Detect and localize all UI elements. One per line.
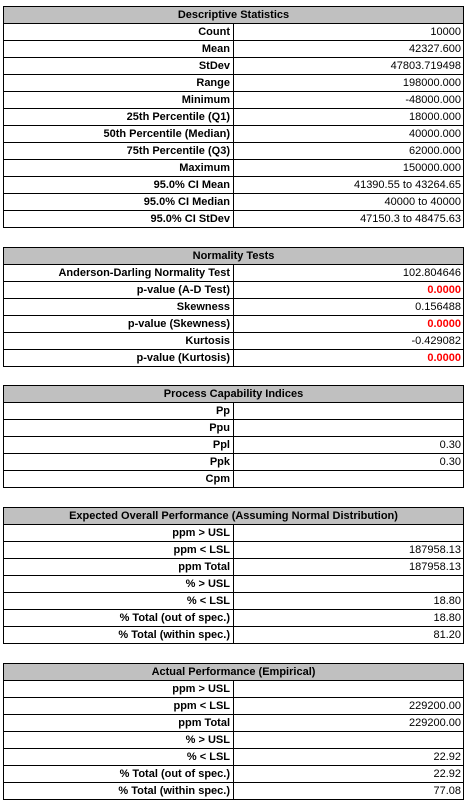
p-value[interactable]: 0.0000: [234, 282, 464, 299]
row-label: Mean: [4, 41, 234, 58]
row-value[interactable]: 10000: [234, 24, 464, 41]
row-label: 95.0% CI Mean: [4, 177, 234, 194]
row-value[interactable]: [234, 420, 464, 437]
table-row: [4, 24, 464, 41]
row-label: ppm < LSL: [4, 542, 234, 559]
table-row: [4, 403, 464, 420]
table-row: [4, 471, 464, 488]
row-label: ppm > USL: [4, 525, 234, 542]
table-row: [4, 732, 464, 749]
row-value[interactable]: 47150.3 to 48475.63: [234, 211, 464, 228]
table-row: [4, 177, 464, 194]
table-row: [4, 316, 464, 333]
row-label: Kurtosis: [4, 333, 234, 350]
table-row: [4, 211, 464, 228]
row-label: % > USL: [4, 732, 234, 749]
row-value[interactable]: 81.20: [234, 627, 464, 644]
table-row: [4, 92, 464, 109]
row-label: Skewness: [4, 299, 234, 316]
row-value[interactable]: 47803.719498: [234, 58, 464, 75]
row-value[interactable]: 42327.600: [234, 41, 464, 58]
row-label: StDev: [4, 58, 234, 75]
row-label: Anderson-Darling Normality Test: [4, 265, 234, 282]
row-value[interactable]: 187958.13: [234, 559, 464, 576]
table-row: [4, 265, 464, 282]
row-value[interactable]: 18.80: [234, 610, 464, 627]
row-label: Ppu: [4, 420, 234, 437]
row-label: ppm > USL: [4, 681, 234, 698]
row-label: % < LSL: [4, 749, 234, 766]
p-value[interactable]: 0.0000: [234, 350, 464, 367]
row-label: % Total (out of spec.): [4, 766, 234, 783]
row-label: Pp: [4, 403, 234, 420]
expected-performance-header: Expected Overall Performance (Assuming Normal Distribution): [4, 508, 464, 525]
row-value[interactable]: 0.156488: [234, 299, 464, 316]
row-value[interactable]: 18.80: [234, 593, 464, 610]
table-row: [4, 783, 464, 800]
row-value[interactable]: 198000.000: [234, 75, 464, 92]
row-label: % Total (within spec.): [4, 627, 234, 644]
table-row: [4, 58, 464, 75]
expected-performance-table: [3, 507, 464, 644]
row-label: ppm < LSL: [4, 698, 234, 715]
table-row: [4, 715, 464, 732]
table-row: [4, 420, 464, 437]
row-value[interactable]: 22.92: [234, 749, 464, 766]
table-row: [4, 126, 464, 143]
table-row: [4, 542, 464, 559]
table-row: [4, 749, 464, 766]
row-label: Ppl: [4, 437, 234, 454]
row-value[interactable]: 102.804646: [234, 265, 464, 282]
table-row: [4, 766, 464, 783]
normality-tests-table: [3, 247, 464, 367]
table-row: [4, 194, 464, 211]
table-row: [4, 350, 464, 367]
row-value[interactable]: [234, 525, 464, 542]
table-row: [4, 593, 464, 610]
row-value[interactable]: 62000.000: [234, 143, 464, 160]
row-value[interactable]: 18000.000: [234, 109, 464, 126]
row-value[interactable]: 40000 to 40000: [234, 194, 464, 211]
table-row: [4, 160, 464, 177]
row-value[interactable]: 187958.13: [234, 542, 464, 559]
normality-tests-header: Normality Tests: [4, 248, 464, 265]
row-value[interactable]: -0.429082: [234, 333, 464, 350]
p-value[interactable]: 0.0000: [234, 316, 464, 333]
row-label: 50th Percentile (Median): [4, 126, 234, 143]
row-value[interactable]: 77.08: [234, 783, 464, 800]
table-row: [4, 559, 464, 576]
table-row: [4, 41, 464, 58]
row-value[interactable]: 0.30: [234, 454, 464, 471]
row-label: Ppk: [4, 454, 234, 471]
row-value[interactable]: [234, 732, 464, 749]
process-capability-table: [3, 385, 464, 488]
actual-performance-header: Actual Performance (Empirical): [4, 664, 464, 681]
row-label: 25th Percentile (Q1): [4, 109, 234, 126]
table-row: [4, 525, 464, 542]
table-row: [4, 627, 464, 644]
table-row: [4, 681, 464, 698]
table-row: [4, 454, 464, 471]
row-label: Cpm: [4, 471, 234, 488]
row-label: ppm Total: [4, 559, 234, 576]
table-row: [4, 698, 464, 715]
row-label: 75th Percentile (Q3): [4, 143, 234, 160]
table-row: [4, 437, 464, 454]
row-label: Minimum: [4, 92, 234, 109]
row-value[interactable]: 22.92: [234, 766, 464, 783]
row-label: % < LSL: [4, 593, 234, 610]
row-value[interactable]: [234, 681, 464, 698]
row-label: Maximum: [4, 160, 234, 177]
actual-performance-table: [3, 663, 464, 800]
row-value[interactable]: 41390.55 to 43264.65: [234, 177, 464, 194]
row-label: % Total (within spec.): [4, 783, 234, 800]
table-row: [4, 576, 464, 593]
table-row: [4, 333, 464, 350]
row-label: p-value (A-D Test): [4, 282, 234, 299]
table-row: [4, 109, 464, 126]
row-value[interactable]: [234, 403, 464, 420]
descriptive-statistics-table: [3, 6, 464, 228]
table-row: [4, 143, 464, 160]
row-value[interactable]: 0.30: [234, 437, 464, 454]
row-label: % Total (out of spec.): [4, 610, 234, 627]
row-value[interactable]: 229200.00: [234, 715, 464, 732]
row-label: Count: [4, 24, 234, 41]
row-value[interactable]: 40000.000: [234, 126, 464, 143]
row-label: ppm Total: [4, 715, 234, 732]
row-label: Range: [4, 75, 234, 92]
row-label: 95.0% CI StDev: [4, 211, 234, 228]
row-label: p-value (Skewness): [4, 316, 234, 333]
row-label: 95.0% CI Median: [4, 194, 234, 211]
table-row: [4, 75, 464, 92]
table-row: [4, 610, 464, 627]
row-value[interactable]: [234, 576, 464, 593]
row-label: % > USL: [4, 576, 234, 593]
row-value[interactable]: 150000.000: [234, 160, 464, 177]
row-value[interactable]: -48000.000: [234, 92, 464, 109]
table-row: [4, 299, 464, 316]
row-label: p-value (Kurtosis): [4, 350, 234, 367]
descriptive-statistics-header: Descriptive Statistics: [4, 7, 464, 24]
row-value[interactable]: [234, 471, 464, 488]
process-capability-header: Process Capability Indices: [4, 386, 464, 403]
row-value[interactable]: 229200.00: [234, 698, 464, 715]
table-row: [4, 282, 464, 299]
